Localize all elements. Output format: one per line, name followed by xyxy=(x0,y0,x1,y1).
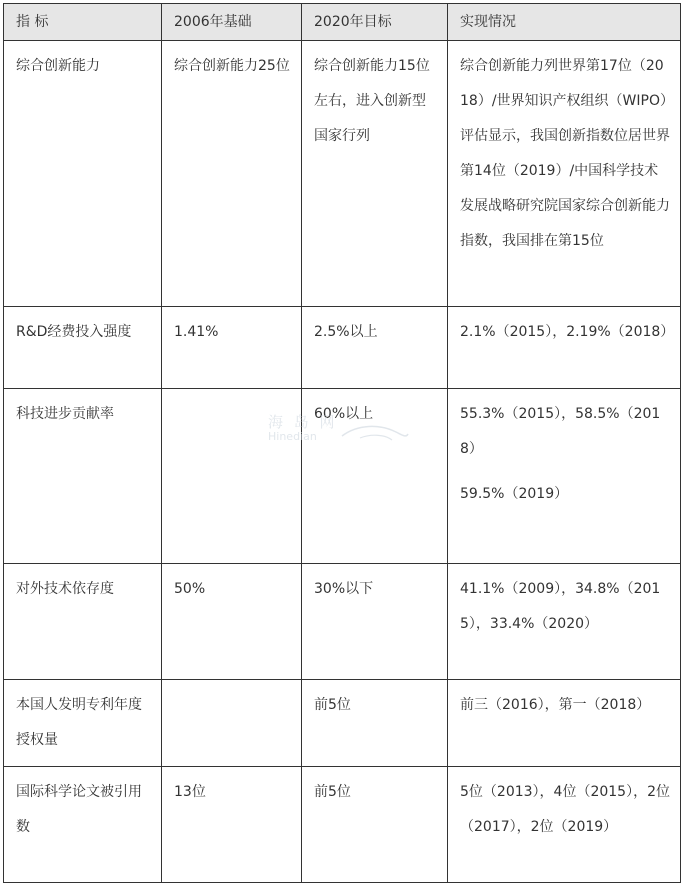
indicator-cell: 综合创新能力 xyxy=(4,41,162,307)
target-2020-cell: 60%以上 xyxy=(302,389,448,564)
target-2020-cell: 30%以下 xyxy=(302,564,448,680)
base-2006-cell: 13位 xyxy=(162,767,302,883)
header-target-2020: 2020年目标 xyxy=(302,4,448,41)
table-row xyxy=(4,680,681,767)
status-text: 2.1%（2015），2.19%（2018） xyxy=(460,324,675,340)
base-2006-cell xyxy=(162,389,302,564)
status-cell xyxy=(448,307,681,389)
watermark-en: Hinedian xyxy=(268,429,317,443)
target-2020-cell: 前5位 xyxy=(302,767,448,883)
base-2006-cell: 50% xyxy=(162,564,302,680)
indicator-cell: 科技进步贡献率 xyxy=(4,389,162,564)
table-header-row xyxy=(4,4,681,41)
target-2020-cell: 2.5%以上 xyxy=(302,307,448,389)
status-cell xyxy=(448,389,681,564)
base-2006-cell: 1.41% xyxy=(162,307,302,389)
table-row xyxy=(4,307,681,389)
table-row xyxy=(4,767,681,883)
header-status: 实现情况 xyxy=(448,4,681,41)
status-text: 55.3%（2015），58.5%（2018） xyxy=(460,406,661,457)
table-row xyxy=(4,41,681,307)
status-text: 59.5%（2019） xyxy=(460,486,569,502)
indicator-cell: 本国人发明专利年度授权量 xyxy=(4,680,162,767)
base-2006-cell xyxy=(162,680,302,767)
status-cell xyxy=(448,680,681,767)
table-row xyxy=(4,389,681,564)
table-row xyxy=(4,564,681,680)
status-cell xyxy=(448,41,681,307)
status-text: 综合创新能力列世界第17位（2018）/世界知识产权组织（WIPO）评估显示，我国创新指数位居世界第14位（2019）/中国科学技术发展战略研究院国家综合创新能力指数，我国排在第15位 xyxy=(460,58,670,249)
watermark-cn: 海 岛 网 xyxy=(268,413,338,431)
indicator-cell: 国际科学论文被引用数 xyxy=(4,767,162,883)
target-2020-cell: 前5位 xyxy=(302,680,448,767)
base-2006-cell: 综合创新能力25位 xyxy=(162,41,302,307)
indicator-table xyxy=(3,3,681,883)
header-base-2006: 2006年基础 xyxy=(162,4,302,41)
status-cell xyxy=(448,564,681,680)
indicator-cell: R&D经费投入强度 xyxy=(4,307,162,389)
status-text: 前三（2016），第一（2018） xyxy=(460,697,651,713)
header-indicator: 指 标 xyxy=(4,4,162,41)
status-text: 41.1%（2009），34.8%（2015），33.4%（2020） xyxy=(460,581,661,632)
target-2020-cell: 综合创新能力15位左右，进入创新型国家行列 xyxy=(302,41,448,307)
status-cell xyxy=(448,767,681,883)
status-text: 5位（2013），4位（2015），2位（2017），2位（2019） xyxy=(460,784,670,835)
indicator-cell: 对外技术依存度 xyxy=(4,564,162,680)
